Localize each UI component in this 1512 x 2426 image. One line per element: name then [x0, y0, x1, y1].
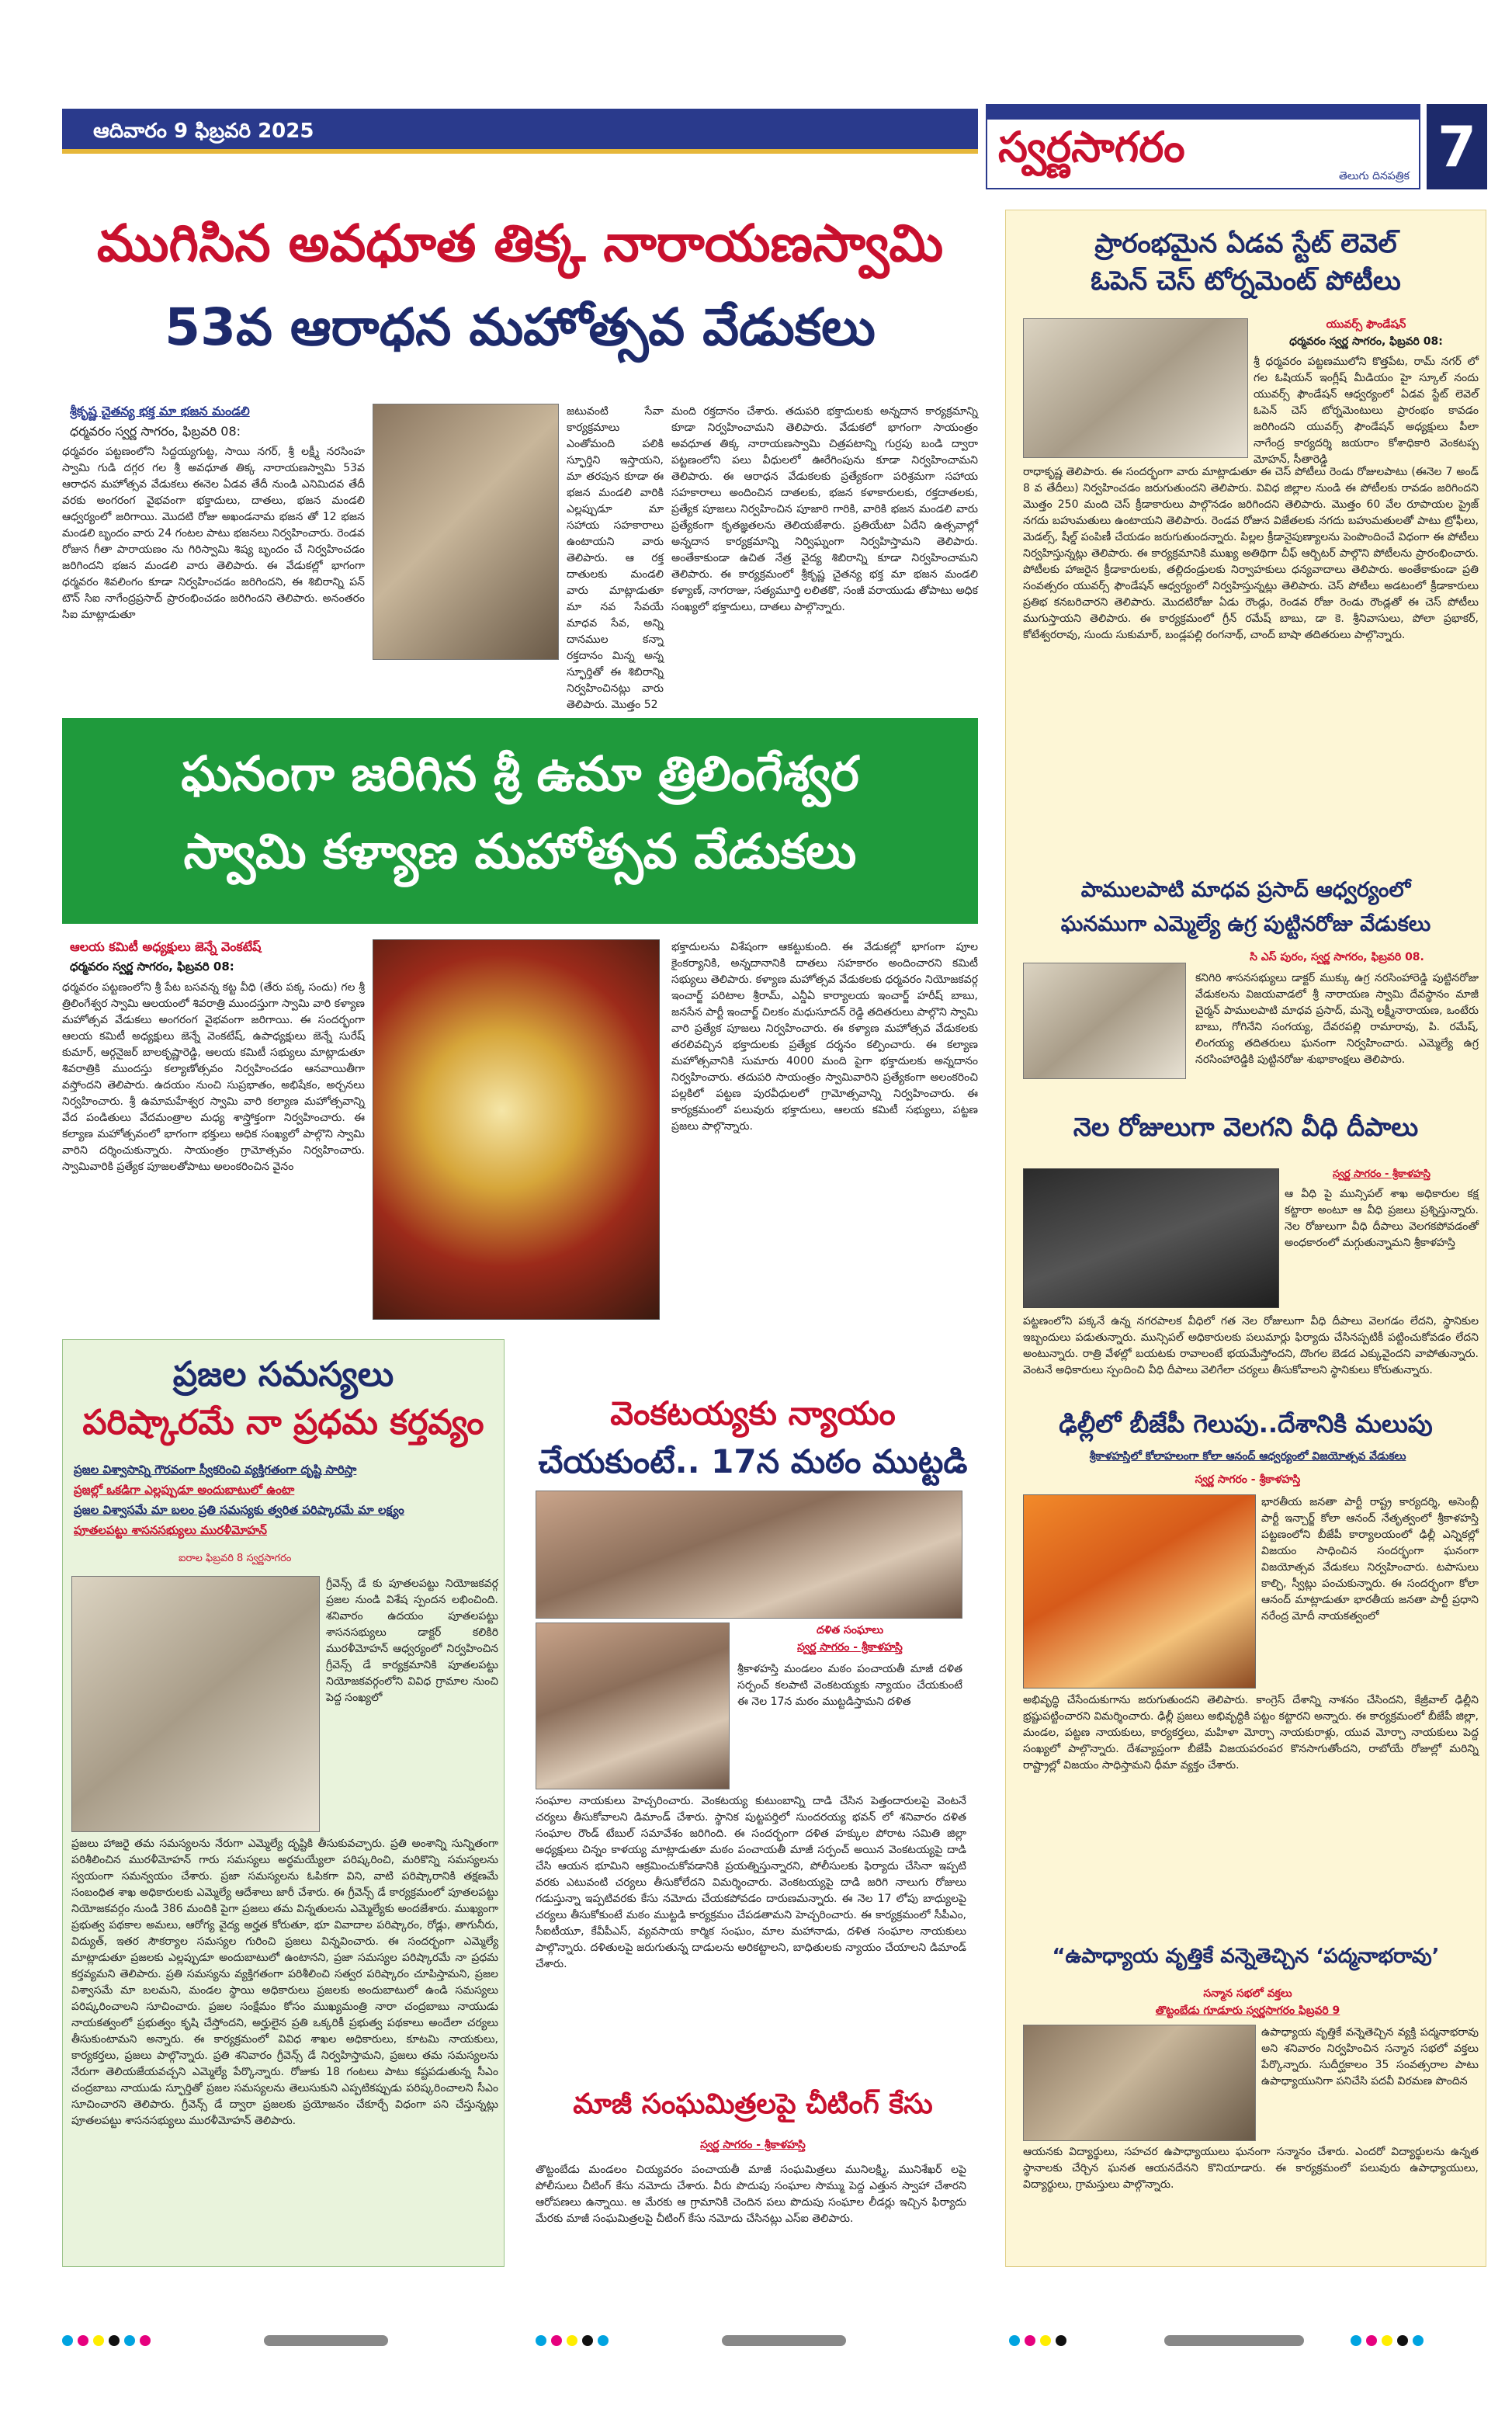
right-a1-photo	[1023, 318, 1248, 458]
print-registration-marks-right	[1009, 2335, 1066, 2346]
article2-headline-banner: ఘనంగా జరిగిన శ్రీ ఉమా త్రిలింగేశ్వర స్వామి కళ్యాణ మహోత్సవ వేడుకలు	[62, 718, 978, 924]
article4-byline: దళిత సంఘాలు	[816, 1624, 884, 1636]
right-a3-dateline: స్వర్ణ సాగరం - శ్రీకాళహస్తి	[1332, 1168, 1431, 1180]
masthead-logo	[986, 104, 1420, 189]
right-a2-dateline: సి ఎస్ పురం, స్వర్ణ సాగరం, ఫిబ్రవరి 08.	[1250, 951, 1424, 963]
right-a3-photo	[1023, 1168, 1279, 1308]
header-date-band	[62, 109, 978, 154]
right-a4-photo	[1023, 1494, 1256, 1688]
right-a4-body: అభివృద్ధి చేసేందుకుగాను జరుగుతుందని తెలిపారు. కాంగ్రెస్ దేశాన్ని నాశనం చేసిందని, కేజ్రీవాల్ ఢిల్లీని భ్రష్టుపట్టించారని విమర్శించారు. ఢిల్లీ ప్రజలు అభివృద్ధికి పట్టం కట్టారని అన్నారు. ఈ కార్యక్రమంలో బీజేపీ జిల్లా, మండల, పట్టణ నాయకులు, కార్యకర్తలు, మహిళా మోర్చా నాయకురాళ్లు, యువ మోర్చా నాయకులు పెద్ద సంఖ్యలో పాల్గొన్నారు. దేశవ్యాప్తంగా బీజేపీ విజయపరంపర కొనసాగుతోందని, రాబోయే రోజుల్లో మరిన్ని రాష్ట్రాల్లో విజయం సాధిస్తామని ధీమా వ్యక్తం చేశారు.	[1023, 1694, 1479, 1772]
article3-col-side: గ్రీవెన్స్ డే కు పూతలపట్టు నియోజకవర్గ ప్రజల నుండి విశేష స్పందన లభించింది. శనివారం ఉదయం పూతలపట్టు శాసనసభ్యులు డాక్టర్ కలికిరి మురళీమోహన్ ఆధ్వర్యంలో నిర్వహించిన గ్రీవెన్స్ డే కార్యక్రమానికి పూతలపట్టు నియోజకవర్గంలోని వివిధ గ్రామాల నుంచి పెద్ద సంఖ్యలో	[326, 1577, 498, 1704]
right-a1-side: శ్రీ ధర్మవరం పట్టణములోని కొత్తపేట, రామ్ నగర్ లో గల ఓషియన్ ఇంగ్లీష్ మీడియం హై స్కూల్ నందు యువర్స్ ఫౌండేషన్ ఆధ్వర్యంలో ఏడవ స్టేట్ లెవెల్ ఓపెన్ చెస్ టోర్నమెంటులు ప్రారంభం కావడం జరిగిందని యువర్స్ ఫౌండేషన్ అధ్యక్షులు పీలా నాగేంద్ర కార్యదర్శి జయరాం కోశాధికారి వెంకటప్ప మోహన్, సీతారెడ్డి	[1254, 356, 1479, 466]
article4-dateline: స్వర్ణ సాగరం - శ్రీకాళహస్తి	[797, 1641, 903, 1654]
print-bar-left	[264, 2335, 388, 2346]
print-registration-marks-mid	[536, 2335, 609, 2346]
right-a5-body: ఆయనకు విద్యార్థులు, సహచర ఉపాధ్యాయులు ఘనంగా సన్మానం చేశారు. ఎందరో విద్యార్థులను ఉన్నత స్థానాలకు చేర్చిన ఘనత ఆయనదేనని కొనియాడారు. ఈ కార్యక్రమంలో పలువురు ఉపాధ్యాయులు, విద్యార్థులు, గ్రామస్తులు పాల్గొన్నారు.	[1023, 2146, 1479, 2191]
article1-photo	[373, 404, 559, 660]
right-a4-side: భారతీయ జనతా పార్టీ రాష్ట్ర కార్యదర్శి, అసెంబ్లీ పార్టీ ఇన్చార్జ్ కోలా ఆనంద్ నేతృత్వంలో శ్రీకాళహస్తి పట్టణంలోని బీజేపీ కార్యాలయంలో ఢిల్లీ ఎన్నికల్లో విజయం సాధించిన సందర్భంగా ఘనంగా విజయోత్సవ వేడుకలు నిర్వహించారు. టపాసులు కాల్చి, స్వీట్లు పంచుకున్నారు. ఈ సందర్భంగా కోలా ఆనంద్ మాట్లాడుతూ భారతీయ జనతా పార్టీ ప్రధాని నరేంద్ర మోదీ నాయకత్వంలో	[1261, 1496, 1479, 1623]
right-a2-headline: పాములపాటి మాధవ ప్రసాద్ ఆధ్వర్యంలో ఘనముగా ఎమ్మెల్యే ఉగ్ర పుట్టినరోజు వేడుకలు	[1060, 878, 1431, 936]
right-a5-headline: “ఉపాధ్యాయ వృత్తికే వన్నెతెచ్చిన ‘పద్మనాభరావు’	[1052, 1945, 1440, 1968]
right-a1-byline: యువర్స్ ఫౌండేషన్	[1326, 318, 1406, 331]
article1-col3: మంది రక్తదానం చేశారు. తదుపరి భక్తాదులకు అన్నదాన కార్యక్రమాన్ని కూడా నిర్వహించామని తెలిపారు. వేడుకలో భాగంగా సాయంత్రం అవధూత తిక్క నారాయణస్వామి చిత్రపటాన్ని గుర్రపు బండి ద్వారా పట్టణంలోని పలు వీధులలో ఊరేగింపును కూడా నిర్వహించామని తెలిపారు. ఈ ఆరాధన వేడుకలకు ప్రత్యేకంగా పరిశ్రమగా సహాయ సహకారాలు అందించిన దాతలకు, భజన కళాకారులకు, రక్తదాతలకు, ప్రత్యేక పూజలు నిర్వహించిన పూజారి గారికి, వారికి భజన మండలి వారు ప్రత్యేకంగా కృతజ్ఞతలను తెలియజేశారు. ప్రతియేటా ఏదేని ఉత్సవాల్లో అన్నదాన కార్యక్రమాన్ని నిర్విఘ్నంగా నిర్వహిస్తామని తెలిపారు. అంతేకాకుండా ఉచిత నేత్ర వైద్య శిబిరాన్ని కూడా నిర్వహించామని తెలిపారు. ఈ కార్యక్రమంలో శ్రీకృష్ణ చైతన్య భక్త మా భజన మండలి కళ్యాణ్, నాగరాజు, సత్యమూర్తి లలితకొ, సంజీ వరాయుడు తోపాటు అధిక సంఖ్యలో భక్తాదులు, దాతలు పాల్గొన్నారు.	[671, 405, 978, 613]
right-a4-dateline: స్వర్ణ సాగరం - శ్రీకాళహస్తి	[1195, 1473, 1301, 1486]
right-a4-sub: శ్రీకాళహస్తిలో కోలాహలంగా కోలా ఆనంద్ ఆధ్వర్యంలో విజయోత్సవ వేడుకలు	[1089, 1450, 1406, 1463]
article1-col2: జటువంటి సేవా కార్యక్రమాలు ఎంతోమంది పలికి స్ఫూర్తిని ఇస్తాయని, మా తరపున కూడా ఈ భజన మండలి వారికి ఎల్లప్పుడూ మా సహాయ సహకారాలు ఉంటాయని వారు తెలిపారు. ఆ రక్త దాతులకు మండలి వారు మాట్లాడుతూ మా నవ సేవయే మాధవ సేవ, అన్ని దానముల కన్నా రక్తదానం మిన్న అన్న స్ఫూర్తితో ఈ శిబిరాన్ని నిర్వహించినట్లు వారు తెలిపారు. మొత్తం 52	[567, 405, 664, 711]
article4-headline: వెంకటయ్యకు న్యాయం చేయకుంటే.. 17న మఠం ముట్టడి	[538, 1394, 968, 1480]
article1-dateline: ధర్మవరం స్వర్ణ సాగరం, ఫిబ్రవరి 08:	[70, 424, 241, 439]
right-a1-dateline: ధర్మవరం స్వర్ణ సాగరం, ఫిబ్రవరి 08:	[1289, 335, 1443, 348]
article5-body: తొట్టంబేడు మండలం చియ్యవరం పంచాయతీ మాజీ సంఘమిత్రలు మునిలక్ష్మి, మునిశేఖర్ లపై పోలీసులు చీటింగ్ కేసు నమోదు చేశారు. వీరు పొదుపు సంఘాల సొమ్ము పెద్ద ఎత్తున స్వాహా చేశారని ఆరోపణలు ఉన్నాయి. ఆ మేరకు ఆ గ్రామానికి చెందిన పలు పొదుపు సంఘాల లీడర్లు ఇచ్చిన ఫిర్యాదు మేరకు మాజీ సంఘమిత్రలపై చీటింగ్ కేసు నమోదు చేసినట్లు ఎస్ఐ తెలిపారు.	[536, 2164, 966, 2225]
article1-headline: ముగిసిన అవధూత తిక్క నారాయణస్వామి 53వ ఆరాధన మహోత్సవ వేడుకలు	[96, 213, 944, 357]
article2-col1: ధర్మవరం పట్టణంలోని శ్రీ పేట బసవన్న కట్ట వీధి (తేరు పక్క సందు) గల శ్రీ త్రిలింగేశ్వర స్వామి ఆలయంలో శివరాత్రి ముందస్తుగా స్వామి వారి కళ్యాణ మహోత్సవ వేడుకలు అంగరంగ వైభవంగా జరిగాయి. ఈ సందర్భంగా ఆలయ కమిటీ అధ్యక్షులు జెన్నే వెంకటేష్, ఉపాధ్యక్షులు జెన్నే సురేష్ కుమార్, ఆర్గనైజర్ బాలకృష్ణారెడ్డి, ఆలయ కమిటీ సభ్యులు మాట్లాడుతూ శివరాత్రికి ముందస్తు కల్యాణోత్సవం నిర్వహించడం ఆనవాయితీగా వస్తోందని తెలిపారు. ఉదయం నుంచి సుప్రభాతం, అభిషేకం, అర్చనలు నిర్వహించారు. శ్రీ ఉమామహేశ్వర స్వామి వారి కల్యాణ మహోత్సవాన్ని వేద పండితులు వేదమంత్రాల మధ్య శాస్త్రోక్తంగా నిర్వహించారు. ఈ కల్యాణ మహోత్సవంలో భాగంగా భక్తులు అధిక సంఖ్యలో పాల్గొని స్వామి వారిని దర్శించుకున్నారు. సాయంత్రం గ్రామోత్సవం నిర్వహించారు. స్వామివారికి ప్రత్యేక పూజలతోపాటు అలంకరించిన వైనం	[62, 981, 365, 1173]
print-bar-mid	[722, 2335, 846, 2346]
article4-col-side: శ్రీకాళహస్తి మండలం మఠం పంచాయతీ మాజీ దళిత సర్పంచ్ కలపాటి వెంకటయ్యకు న్యాయం చేయకుంటే ఈ నెల 17న మఠం ముట్టడిస్తామని దళిత	[737, 1663, 962, 1708]
article1-col1: ధర్మవరం పట్టణంలోని సిద్దయ్యగుట్ట, సాయి నగర్, శ్రీ లక్ష్మీ నరసింహ స్వామి గుడి దగ్గర గల శ్రీ అవధూత తిక్క నారాయణస్వామి 53వ ఆరాధన మహోత్సవ వేడుకలు ఈనెల ఏడవ తేదీ నుండి ఎనిమిదవ తేదీ వరకు అంగరంగ వైభవంగా భక్తాదులు, దాతలు, భజన మండలి ఆధ్వర్యంలో జరిగాయి. మొదటి రోజు అఖండనామ భజన తో 12 భజన మండలి బృందం వారు 24 గంటల పాటు భజనలు నిర్వహించారు. రెండవ రోజున గీతా పారాయణం ను గిరిస్వామి శిష్య బృందం చే నిర్వహించడం జరిగిందని భజన మండలి వారు తెలిపారు. ఈ వేడుకల్లో భాగంగా ధర్మవరం శివలింగం కూడా నిర్వహించడం జరిగిందని, ఈ శిబిరాన్ని పన్ టౌన్ సిఐ నాగేంద్రప్రసాద్ ప్రారంభించడం జరిగిందని తెలిపారు. అనంతరం సిఐ మాట్లాడుతూ	[62, 446, 365, 621]
header-date: ఆదివారం 9 ఫిబ్రవరి 2025	[93, 120, 314, 143]
article2-photo	[373, 939, 660, 1320]
article2-col2: భక్తాదులను విశేషంగా ఆకట్టుకుంది. ఈ వేడుకల్లో భాగంగా పూల కైంకర్యానికి, అన్నదానానికి దాతలు సహకారం అందించారని కమిటీ సభ్యులు తెలిపారు. కళ్యాణ మహోత్సవ వేడుకలకు ధర్మవరం నియోజకవర్గ ఇంచార్జ్ పరిటాల శ్రీరామ్, ఎన్డీఏ కార్యాలయ ఇంచార్జ్ హరీష్ బాబు, జనసేన పార్టీ ఇంచార్జ్ చిలకం మధుసూదన్ రెడ్డి తదితరులు పాల్గొని స్వామి వారి ప్రత్యేక పూజలు నిర్వహించారు. ఈ కళ్యాణ మహోత్సవ వేడుకలకు తరలివచ్చిన భక్తాదులకు ప్రత్యేక దర్శనం కల్పించారు. ఈ కల్యాణ మహోత్సవానికి సుమారు 4000 మంది పైగా భక్తాదులకు అన్నదానం నిర్వహించారు. తదుపరి సాయంత్రం స్వామివారిని ప్రత్యేకంగా అలంకరించి పల్లకిలో పట్టణ పురవీధులలో గ్రామోత్సవాన్ని నిర్వహించారు. ఈ కార్యక్రమంలో పలువురు భక్తాదులు, ఆలయ కమిటీ సభ్యులు, పట్టణ ప్రజలు పాల్గొన్నారు.	[671, 941, 978, 1133]
article4-photo-top	[536, 1491, 962, 1619]
article3-body: ప్రజలు హాజరై తమ సమస్యలను నేరుగా ఎమ్మెల్యే దృష్టికి తీసుకువచ్చారు. ప్రతి అంశాన్ని సున్నితంగా పరిశీలించిన మురళీమోహన్ గారు సమస్యలు అర్థమయ్యేలా పరిష్కరించి, మరికొన్ని సమస్యలను స్వయంగా సమన్వయం చేశారు. ప్రజా సమస్యలను ఓపికగా విని, వాటి పరిష్కారానికి తక్షణమే సంబంధిత శాఖ అధికారులకు ఎమ్మెల్యే ఆదేశాలు జారీ చేశారు. ఈ గ్రీవెన్స్ డే కార్యక్రమంలో పూతలపట్టు నియోజకవర్గం నుండి 386 మందికి పైగా ప్రజలు తమ విన్నతులను ఎమ్మెల్యేకు అందజేశారు. ముఖ్యంగా ప్రభుత్వ పథకాల అమలు, ఆరోగ్య వైద్య అర్హత కోరుతూ, భూ వివాదాల పరిష్కారం, రోడ్లు, తాగునీరు, విద్యుత్, ఇతర సౌకర్యాల సమస్యల గురించి ప్రజలు విన్నవించారు. ఈ సందర్భంగా ఎమ్మెల్యే మాట్లాడుతూ ప్రజలకు ఎల్లప్పుడూ అందుబాటులో ఉంటానని, ప్రజా సమస్యల పరిష్కారమే నా ప్రధమ కర్తవ్యమని తెలిపారు. ప్రతి సమస్యను వ్యక్తిగతంగా పరిశీలించి సత్వర పరిష్కారం చూపిస్తామని, ప్రజల విశ్వాసమే మా బలమని, మండల స్థాయి అధికారులు ప్రజలకు అందుబాటులో ఉండి సమస్యలు పరిష్కరించాలని సూచించారు. ప్రజల సంక్షేమం కోసం ముఖ్యమంత్రి నారా చంద్రబాబు నాయుడు నాయకత్వంలో ప్రభుత్వం కృషి చేస్తోందని, అర్హులైన ప్రతి ఒక్కరికీ ప్రభుత్వ పథకాలు అందేలా చర్యలు తీసుకుంటామని అన్నారు. ఈ కార్యక్రమంలో వివిధ శాఖల అధికారులు, కూటమి నాయకులు, కార్యకర్తలు, ప్రజలు పాల్గొన్నారు. ప్రతి శనివారం గ్రీవెన్స్ డే నిర్వహిస్తామని, ప్రజలు తమ సమస్యలను నేరుగా తెలియజేయవచ్చని ఎమ్మెల్యే పేర్కొన్నారు. రోజుకు 18 గంటలు పాటు కష్టపడుతున్న సీఎం చంద్రబాబు నాయుడు స్ఫూర్తితో ప్రజల సమస్యలను తెలుసుకుని ఎప్పటికప్పుడు పరిష్కరించాలని సీఎం సూచించారని తెలిపారు. గ్రీవెన్స్ డే ద్వారా ప్రజలకు ప్రయోజనం చేకూర్చే విధంగా పని చేస్తున్నట్లు పూతలపట్టు శాసనసభ్యులు మురళీమోహన్ తెలిపారు.	[71, 1838, 498, 2127]
right-a5-byline: సన్మాన సభలో వక్తలు	[1203, 1987, 1292, 2000]
right-a2-body: కనిగిరి శాసనసభ్యులు డాక్టర్ ముక్కు ఉగ్ర నరసింహారెడ్డి పుట్టినరోజు వేడుకలను విజయవాడలో శ్రీ నారాయణ స్వామి దేవస్థానం మాజీ చైర్మన్ పాములపాటి మాధవ ప్రసాద్, మన్నె లక్ష్మీనారాయణ, ఒంటేరు బాబు, గోగినేని సంగయ్య, దేవరపల్లి రామారావు, పి. రమేష్, లింగయ్య తదితరులు ఘనంగా నిర్వహించారు. ఎమ్మెల్యే ఉగ్ర నరసింహారెడ్డికి పుట్టినరోజు శుభాకాంక్షలు తెలిపారు.	[1195, 972, 1479, 1066]
article5-headline: మాజీ సంఘమిత్రలపై చీటింగ్ కేసు	[573, 2088, 933, 2120]
right-a1-body: రాధాకృష్ణ తెలిపారు. ఈ సందర్భంగా వారు మాట్లాడుతూ ఈ చెస్ పోటీలు రెండు రోజులపాటు (ఈనెల 7 అండ్ 8 వ తేదీలు) నిర్వహించడం జరుగుతుందని తెలిపారు. వివిధ జిల్లాల నుండి ఈ పోటీలకు రావడం జరిగిందని మొత్తం 250 మంది చెస్ క్రీడాకారులు పాల్గొనడం జరిగిందని తెలిపారు. మొత్తం 60 వేల రూపాయల ప్రైజ్ నగదు బహుమతులు ఉంటాయని తెలిపారు. రెండవ రోజున విజేతలకు నగదు బహుమతులతో పాటు ట్రోఫీలు, మెడల్స్, షీల్డ్ పంపిణీ చేయడం జరుగుతుందన్నారు. పిల్లల క్రీడానైపుణ్యాలను పెంపొందించే విధంగా ఈ పోటీలు నిర్వహిస్తున్నట్లు తెలిపారు. ఈ కార్యక్రమానికి ముఖ్య అతిథిగా చీఫ్ ఆర్బిటర్ పాల్గొని పోటీలను ప్రారంభించారు. పోటీలకు హాజరైన క్రీడాకారులకు, తల్లిదండ్రులకు నిర్వాహకులు ధన్యవాదాలు తెలిపారు. అంతేకాకుండా ప్రతి సంవత్సరం యువర్స్ ఫౌండేషన్ ఆధ్వర్యంలో నిర్వహిస్తున్నట్లు తెలిపారు. చెస్ పోటీలు అడటంలో క్రీడాకారులు ప్రతిభ కనబరిచారని తెలిపారు. మొదటిరోజు ఏడు రౌండ్లు, రెండవ రోజు రెండు రౌండ్లతో ఈ చెస్ పోటీలు ముగుస్తాయని తెలిపారు. ఈ కార్యక్రమంలో గ్రీన్ రమేష్ బాబు, డా కె. శ్రీనివాసులు, పోలా ప్రభాకర్, కోటేశ్వరరావు, సుందు సుకుమార్, బండ్లపల్లి రంగనాథ్, చాంద్ బాషా తదితరులు పాల్గొన్నారు.	[1023, 466, 1479, 641]
right-a1-headline: ప్రారంభమైన ఏడవ స్టేట్ లెవెల్ ఓపెన్ చెస్ టోర్నమెంట్ పోటీలు	[1091, 228, 1401, 297]
article3-subheads: ప్రజల విశ్వాసాన్ని గౌరవంగా స్వీకరించి వ్యక్తిగతంగా దృష్టి సారిస్తా ప్రజల్లో ఒకడిగా ఎల్లప్పుడూ అందుబాటులో ఉంటా ప్రజల విశ్వాసమే మా బలం ప్రతి సమస్యకు త్వరిత పరిష్కారమే మా లక్ష్యం పూతలపట్టు శాసనసభ్యులు మురళీమోహన్	[74, 1463, 404, 1537]
article5-dateline: స్వర్ణ సాగరం - శ్రీకాళహస్తి	[700, 2139, 806, 2151]
logo-text: స్వర్ణసాగరం	[998, 123, 1185, 172]
right-a3-side: ఆ వీధి పై మున్సిపల్ శాఖ అధికారుల కక్ష కట్టారా అంటూ ఆ వీధి ప్రజలు ప్రశ్నిస్తున్నారు. నెల రోజులుగా వీధి దీపాలు వెలగకపోవడంతో అంధకారంలో మగ్గుతున్నామని శ్రీకాళహస్తి	[1285, 1188, 1479, 1249]
print-registration-marks-left	[62, 2335, 151, 2346]
print-registration-marks-far-right	[1351, 2335, 1424, 2346]
page-number: 7	[1427, 104, 1487, 189]
article2-byline: ఆలయ కమిటీ అధ్యక్షులు జెన్నే వెంకటేష్	[70, 939, 262, 954]
article2-dateline: ధర్మవరం స్వర్ణ సాగరం, ఫిబ్రవరి 08:	[70, 960, 234, 974]
right-a3-headline: నెల రోజులుగా వెలగని వీధి దీపాలు	[1073, 1112, 1419, 1142]
right-a3-body: పట్టణంలోని పక్కనే ఉన్న నగరపాలక వీధిలో గత నెల రోజులుగా వీధి దీపాలు వెలగడం లేదని, స్థానికుల ఇబ్బందులు పడుతున్నారు. మున్సిపల్ అధికారులకు పలుమార్లు ఫిర్యాదు చేసినప్పటికీ పట్టించుకోవడం లేదని అంటున్నారు. రాత్రి వేళల్లో బయటకు రావాలంటే భయమేస్తోందని, దొంగల బెడద ఎక్కువైందని వాపోతున్నారు. వెంటనే అధికారులు స్పందించి వీధి దీపాలు వెలిగేలా చర్యలు తీసుకోవాలని స్థానికులు కోరుతున్నారు.	[1023, 1315, 1479, 1376]
right-a2-photo	[1023, 963, 1186, 1079]
right-a5-dateline: తొట్టంబేడు గూడూరు స్వర్ణసాగరం ఫిబ్రవరి 9	[1155, 2004, 1340, 2017]
article3-dateline: ఐరాల ఫిబ్రవరి 8 స్వర్ణసాగరం	[179, 1553, 292, 1564]
right-a5-side: ఉపాధ్యాయ వృత్తికే వన్నెతెచ్చిన వ్యక్తి పద్మనాభరావు అని శనివారం నిర్వహించిన సన్మాన సభలో వక్తలు పేర్కొన్నారు. సుదీర్ఘకాలం 35 సంవత్సరాల పాటు ఉపాధ్యాయునిగా పనిచేసి పదవీ విరమణ పొందిన	[1261, 2026, 1479, 2088]
article1-byline: శ్రీకృష్ణ చైతన్య భక్త మా భజన మండలి	[70, 404, 250, 418]
right-a5-photo	[1023, 2025, 1256, 2141]
print-bar-right	[1164, 2335, 1304, 2346]
right-a4-headline: ఢిల్లీలో బీజేపీ గెలుపు..దేశానికి మలుపు	[1059, 1409, 1433, 1439]
article3-headline: ప్రజల సమస్యలు పరిష్కారమే నా ప్రధమ కర్తవ్యం	[82, 1355, 484, 1442]
article4-photo-bottom	[536, 1623, 730, 1789]
logo-tagline: తెలుగు దినపత్రిక	[1338, 170, 1410, 182]
article3-photo	[71, 1576, 320, 1832]
article4-body: సంఘాల నాయకులు హెచ్చరించారు. వెంకటయ్య కుటుంబాన్ని దాడి చేసిన పెత్తందారులపై వెంటనే చర్యలు తీసుకోవాలని డిమాండ్ చేశారు. స్థానిక పుట్టపర్తిలో సుందరయ్య భవన్ లో శనివారం దళిత సంఘాల రౌండ్ టేబుల్ సమావేశం జరిగింది. ఈ సందర్భంగా దళిత హక్కుల పోరాట సమితి జిల్లా అధ్యక్షులు చిన్నం కాళయ్య మాట్లాడుతూ మఠం పంచాయతీ మాజీ సర్పంచ్ అయిన వెంకటయ్యపై దాడి చేసి ఆయన భూమిని ఆక్రమించుకోవడానికి ప్రయత్నిస్తున్నారని, పోలీసులకు ఫిర్యాదు చేసినా ఇప్పటి వరకు ఎటువంటి చర్యలు తీసుకోలేదని విమర్శించారు. వెంకటయ్యపై దాడి జరిగి నాలుగు రోజులు గడుస్తున్నా ఇప్పటివరకు కేసు నమోదు చేయకపోవడం దారుణమన్నారు. ఈ నెల 17 లోపు బాధ్యులపై చర్యలు తీసుకోకుంటే మఠం ముట్టడి కార్యక్రమం చేపడతామని హెచ్చరించారు. ఈ కార్యక్రమంలో సీపీఎం, సీఐటీయూ, కేవీపీఎస్, వ్యవసాయ కార్మిక సంఘం, మాల మహానాడు, దళిత సంఘాల నాయకులు పాల్గొన్నారు. దళితులపై జరుగుతున్న దాడులను అరికట్టాలని, బాధితులకు న్యాయం చేయాలని డిమాండ్ చేశారు.	[536, 1795, 966, 1970]
